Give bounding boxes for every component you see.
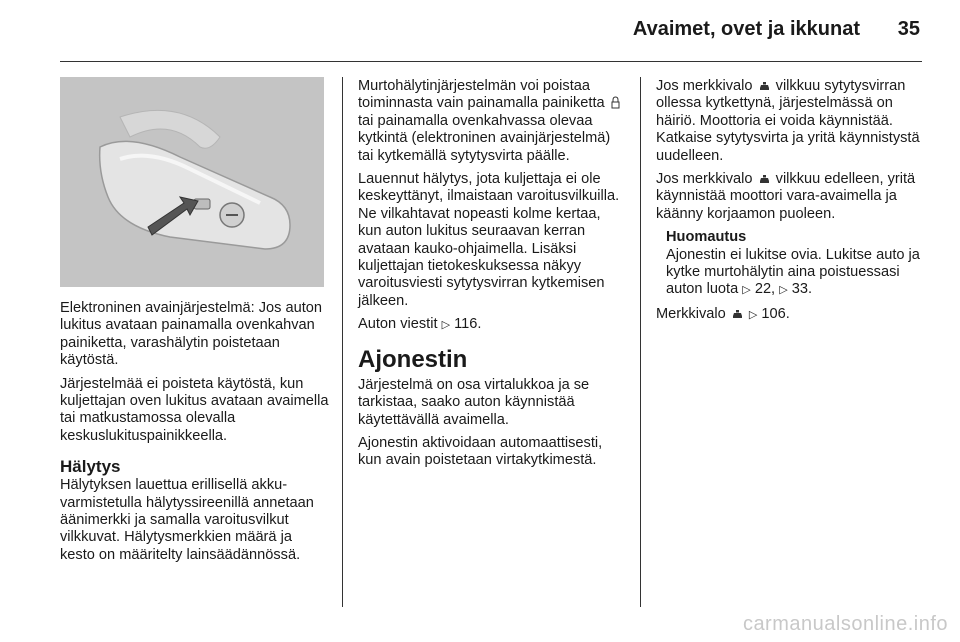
note-title: Huomautus — [666, 229, 747, 246]
paragraph — [656, 306, 926, 324]
paragraph: Järjestelmää ei poisteta käytöstä, kun kuljettajan oven lukitus avataan avaimella tai matkustamossa olevalla keskuslukituspainikkeella. — [60, 375, 329, 444]
note-text — [666, 247, 926, 300]
paragraph: Lauennut hälytys, jota kuljettaja ei ole keskeyttänyt, ilmaistaan varoitusvilkuilla. Ne vilkahtavat nopeasti kolme kertaa, kun auton lukitus seuraavan kerran avataan kauko-ohjaimella. Lisäksi kuljettajan tietokeskuksessa näkyy varoitusviesti sytytysvirran kytkemisen jälkeen. — [358, 171, 620, 309]
paragraph: Elektroninen avainjärjestelmä: Jos auton lukitus avataan painamalla ovenkahvan painiketta, varashälytin poistetaan käytöstä. — [60, 300, 323, 369]
column-divider — [640, 77, 641, 607]
paragraph-text: Jos merkkivalo — [656, 171, 753, 188]
paragraph — [656, 171, 926, 223]
paragraph — [358, 316, 628, 334]
column-1 — [60, 300, 330, 570]
paragraph: Ajonestin aktivoidaan automaattisesti, kun avain poistetaan virtakytkimestä. — [358, 434, 603, 469]
paragraph-text: Auton viestit — [358, 316, 438, 333]
car-lock-icon — [732, 310, 743, 319]
page-reference[interactable]: 116. — [454, 316, 482, 333]
column-2 — [358, 78, 628, 476]
paragraph-text: vilkkuu sytytysvirran ollessa kytkettynä, järjestelmässä on häiriö. Moottoria ei voida käynnistää. Katkaise sytytysvirta ja yritä käynnistystä uudelleen. — [656, 78, 920, 164]
page-reference[interactable]: 33. — [791, 281, 813, 298]
car-lock-icon — [759, 82, 770, 91]
door-handle-illustration — [60, 77, 324, 287]
page-number: 35 — [897, 18, 920, 40]
padlock-icon — [611, 96, 620, 109]
paragraph-text: Merkkivalo — [656, 305, 726, 322]
page-reference[interactable]: 106. — [761, 305, 790, 322]
paragraph-text: Murtohälytinjärjestelmän voi poistaa toiminnasta vain painamalla painiketta — [358, 78, 605, 112]
column-3 — [656, 78, 926, 330]
paragraph — [358, 78, 628, 165]
reference-arrow-icon: ▷ — [748, 308, 758, 321]
paragraph-text: Ajonestin ei lukitse ovia. Lukitse auto ja kytke murtohälytin aina poistuessasi auton luota — [666, 246, 920, 298]
paragraph-text: Jos merkkivalo — [656, 78, 753, 94]
paragraph — [656, 78, 926, 165]
column-divider — [342, 77, 343, 607]
paragraph: Hälytyksen lauettua erillisellä akkuvarmistetulla hälytyssireenillä annetaan äänimerkki ja samalla varoitusvilkut vilkkuvat. Hälytysmerkkien määrä ja kesto on määritelty lainsäädännössä. — [60, 477, 314, 563]
paragraph-text: tai painamalla ovenkahvassa olevaa kytkintä (elektroninen avainjärjestelmä) tai kytkemällä sytytysvirta päälle. — [358, 112, 611, 164]
car-lock-icon — [759, 175, 770, 184]
header-rule — [60, 61, 922, 62]
reference-arrow-icon: ▷ — [441, 319, 451, 332]
reference-arrow-icon: ▷ — [742, 284, 751, 297]
section-heading-halytys: Hälytys — [60, 457, 121, 477]
section-heading-ajonestin: Ajonestin — [358, 345, 468, 373]
page-header-title: Avaimet, ovet ja ikkunat — [632, 18, 860, 40]
reference-arrow-icon: ▷ — [779, 284, 788, 297]
paragraph-text: vilkkuu edelleen, yritä käynnistää moottori vara-avaimella ja käänny korjaamon puoleen. — [656, 171, 916, 222]
paragraph: Järjestelmä on osa virtalukkoa ja se tarkistaa, saako auton käynnistää käytettävällä avaimella. — [358, 376, 590, 428]
watermark: carmanualsonline.info — [742, 613, 948, 635]
note-box — [666, 229, 926, 300]
page-reference[interactable]: 22, — [754, 281, 776, 298]
